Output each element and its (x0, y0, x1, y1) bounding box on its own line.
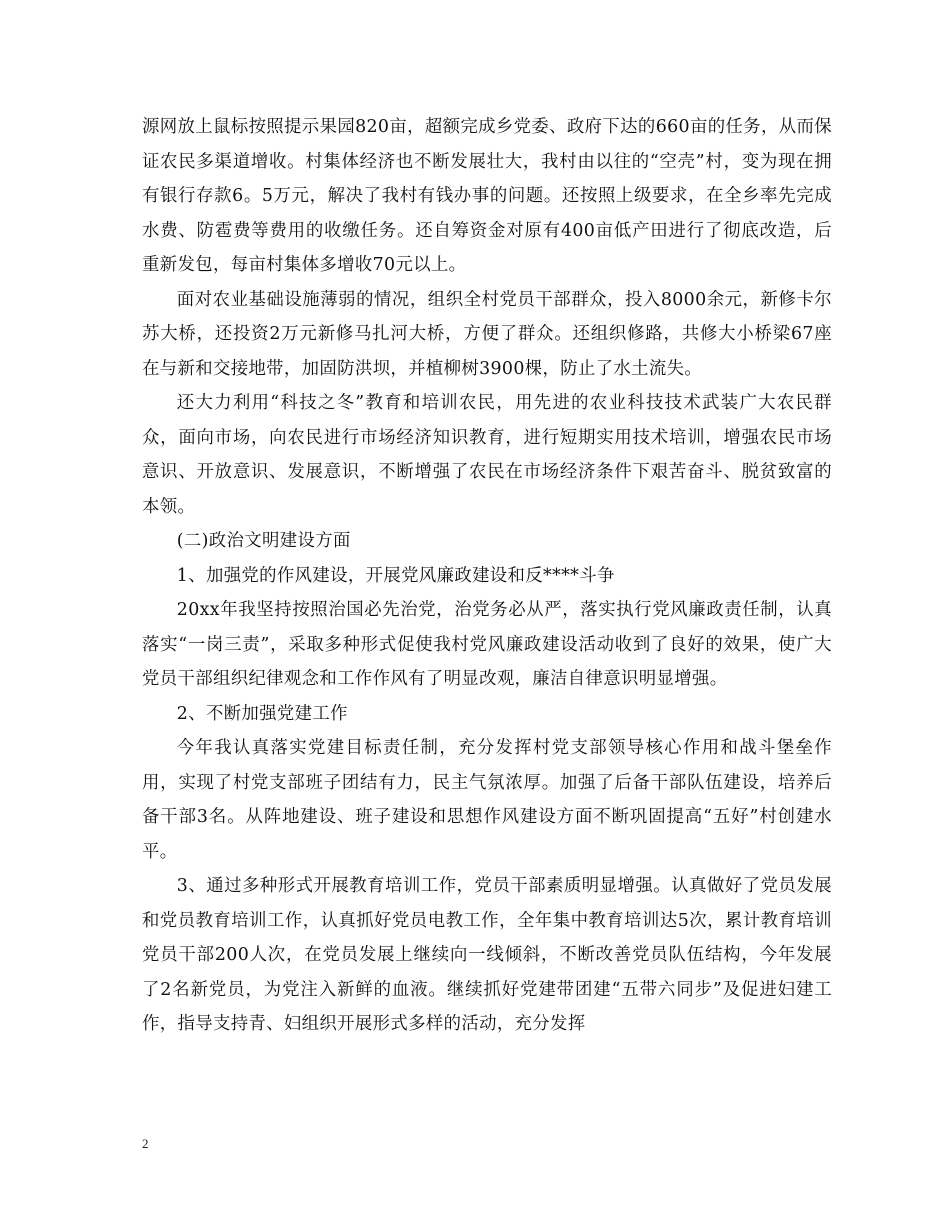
subheading-party-style: 1、加强党的作风建设，开展党风廉政建设和反****斗争 (176, 565, 615, 586)
paragraph-party-building: 今年我认真落实党建目标责任制，充分发挥村党支部领导核心作用和战斗堡垒作用，实现了村党支部班子团结有力，民主气氛浓厚。加强了后备干部队伍建设，培养后备干部3名。从阵地建设、班子建设和思想作风建设方面不断巩固提高“五好”村创建水平。 (142, 738, 832, 862)
paragraph-orchard-income: 源网放上鼠标按照提示果园820亩，超额完成乡党委、政府下达的660亩的任务，从而保证农民多渠道增收。村集体经济也不断发展壮大，我村由以往的“空壳”村，变为现在拥有银行存款6。5万元，解决了我村有钱办事的问题。还按照上级要求，在全乡率先完成水费、防雹费等费用的收缴任务。还自筹资金对原有400亩低产田进行了彻底改造，后重新发包，每亩村集体多增收70元以上。 (142, 117, 832, 275)
paragraph-tech-training: 还大力利用“科技之冬”教育和培训农民，用先进的农业科技技术武装广大农民群众，面向市场，向农民进行市场经济知识教育，进行短期实用技术培训，增强农民市场意识、开放意识、发展意识，不断增强了农民在市场经济条件下艰苦奋斗、脱贫致富的本领。 (142, 393, 832, 517)
paragraph-clean-government: 20xx年我坚持按照治国必先治党，治党务必从严，落实执行党风廉政责任制，认真落实“一岗三责”，采取多种形式促使我村党风廉政建设活动收到了良好的效果，使广大党员干部组织纪律观念和工作作风有了明显改观，廉洁自律意识明显增强。 (142, 600, 832, 689)
paragraph-infrastructure: 面对农业基础设施薄弱的情况，组织全村党员干部群众，投入8000余元，新修卡尔苏大桥，还投资2万元新修马扎河大桥，方便了群众。还组织修路，共修大小桥梁67座在与新和交接地带，加固防洪坝，并植柳树3900棵，防止了水土流失。 (142, 289, 832, 379)
paragraph-education-training: 3、通过多种形式开展教育培训工作，党员干部素质明显增强。认真做好了党员发展和党员教育培训工作，认真抓好党员电教工作，全年集中教育培训达5次，累计教育培训党员干部200人次，在党员发展上继续向一线倾斜，不断改善党员队伍结构，今年发展了2名新党员，为党注入新鲜的血液。继续抓好党建带团建“五带六同步”及促进妇建工作，指导支持青、妇组织开展形式多样的活动，充分发挥 (142, 876, 832, 1034)
section-heading-political: (二)政治文明建设方面 (176, 531, 351, 551)
subheading-party-building: 2、不断加强党建工作 (176, 703, 348, 724)
document-body (142, 110, 832, 1042)
page-number: 2 (142, 1136, 149, 1151)
